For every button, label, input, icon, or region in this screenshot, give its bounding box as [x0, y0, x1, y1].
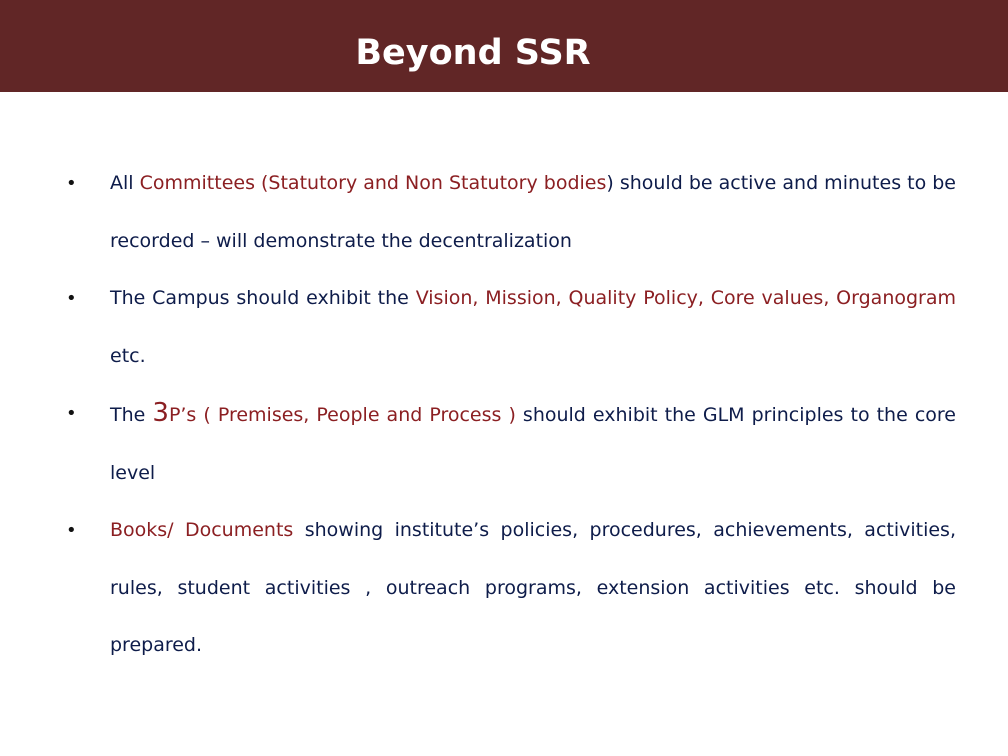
bullet-icon: •	[66, 173, 77, 194]
bullet-list	[0, 155, 1008, 675]
bullet-icon: •	[66, 288, 77, 309]
text-segment: showing institute’s policies, procedures, achievements, activities, rules, student activities , outreach programs, extension activities etc. should be prepared.	[110, 519, 956, 656]
text-segment: All	[110, 172, 140, 194]
text-segment-highlight: Vision, Mission, Quality Policy, Core values, Organogram	[415, 287, 957, 309]
bullet-item-books	[0, 502, 1008, 675]
bullet-item-committees	[0, 155, 1008, 270]
text-segment-highlight: Committees (Statutory and Non Statutory bodies	[139, 172, 607, 194]
text-segment: etc.	[110, 344, 146, 367]
slide-title: Beyond SSR	[355, 33, 591, 73]
text-segment-highlight: P’s ( Premises, People and Process )	[168, 404, 516, 426]
bullet-icon: •	[66, 520, 77, 541]
text-segment-highlight-large: 3	[152, 398, 169, 428]
bullet-text	[110, 502, 956, 675]
text-segment-highlight: Books/ Documents	[110, 519, 294, 541]
bullet-item-3ps	[0, 385, 1008, 502]
text-segment: The Campus should exhibit the	[110, 287, 416, 309]
bullet-text	[110, 155, 956, 270]
bullet-text	[110, 270, 956, 385]
bullet-item-campus	[0, 270, 1008, 385]
bullet-text	[110, 385, 956, 502]
text-segment: should exhibit the GLM principles to the core level	[110, 404, 956, 484]
text-segment: The	[110, 404, 153, 426]
text-segment: ) should be active and minutes to be recorded – will demonstrate the decentralization	[110, 172, 956, 252]
bullet-icon: •	[66, 403, 77, 424]
